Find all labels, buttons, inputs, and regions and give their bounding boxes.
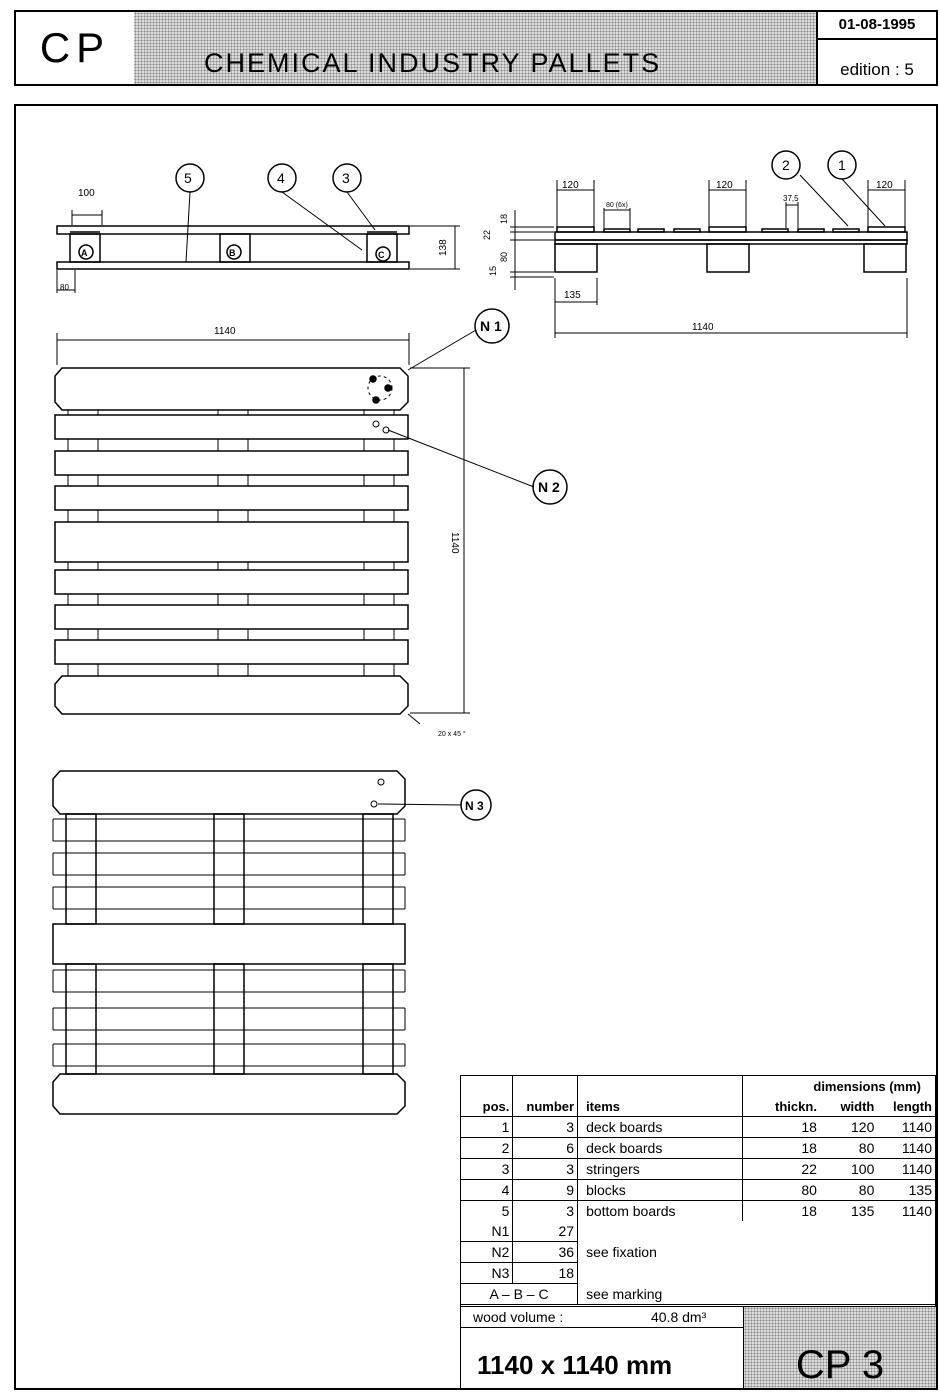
drawing-code-label: CP 3 (795, 1343, 885, 1387)
end-top-deck (555, 232, 907, 240)
table-row (461, 1242, 935, 1263)
callout-n1: N 1 (480, 318, 502, 334)
dimensions-header: dimensions (mm) (813, 1078, 921, 1094)
top-deck-board (55, 640, 408, 664)
dim-side-80: 80 (60, 283, 69, 292)
row-length: 1140 (877, 1138, 935, 1159)
wood-volume (460, 1306, 743, 1328)
row-length: 135 (877, 1180, 935, 1201)
row-pos: 4 (461, 1180, 513, 1201)
row-length: 1140 (877, 1201, 935, 1222)
row-item: deck boards (578, 1117, 743, 1138)
row-number: 3 (513, 1117, 578, 1138)
table-row (461, 1138, 935, 1159)
dim-end-37-5: 37,5 (783, 194, 799, 203)
table-row (461, 1284, 935, 1305)
top-deck-board (57, 226, 409, 234)
row-number: 27 (513, 1221, 578, 1242)
col-items: items (586, 1098, 621, 1114)
row-width: 120 (820, 1117, 877, 1138)
dim-top-length-1140: 1140 (449, 532, 460, 554)
row-item (578, 1263, 743, 1284)
col-number: number (513, 1096, 578, 1117)
row-item (578, 1221, 743, 1242)
row-width: 135 (820, 1201, 877, 1222)
dim-end-1140: 1140 (692, 322, 714, 333)
col-pos: pos. (461, 1096, 513, 1117)
end-block-right (864, 244, 906, 272)
row-thickness: 80 (742, 1180, 820, 1201)
end-block-left (555, 244, 597, 272)
block-label-a: A (81, 248, 88, 258)
callout-n2: N 2 (538, 479, 560, 495)
row-item: see fixation (586, 1244, 657, 1260)
callout-1: 1 (838, 157, 846, 173)
dim-end-18: 18 (499, 213, 509, 224)
date-label: 01-08-1995 (816, 12, 938, 40)
wood-volume-label: wood volume : (473, 1309, 564, 1325)
row-number: 36 (513, 1242, 578, 1263)
dim-side-138: 138 (438, 239, 449, 256)
callout-5: 5 (184, 170, 192, 186)
bottom-board (53, 924, 405, 964)
dim-end-135: 135 (564, 290, 581, 301)
page-title: CHEMICAL INDUSTRY PALLETS (204, 48, 662, 78)
row-thickness: 18 (742, 1201, 820, 1222)
pallet-size-label: 1140 x 1140 mm (477, 1350, 673, 1380)
top-deck-board (55, 605, 408, 629)
col-length: length (893, 1098, 932, 1114)
marking-pos: A – B – C (461, 1284, 578, 1305)
dim-end-120-right: 120 (876, 180, 893, 191)
row-item: stringers (578, 1159, 743, 1180)
table-row (461, 1263, 935, 1284)
parts-table (460, 1075, 936, 1308)
bottom-board-wide (53, 1074, 405, 1114)
table-row (461, 1201, 935, 1222)
bottom-board (57, 262, 409, 269)
stringer (66, 964, 96, 1074)
row-thickness: 22 (742, 1159, 820, 1180)
drawing-code (743, 1306, 937, 1388)
dim-side-100: 100 (78, 188, 95, 199)
stringer (214, 814, 244, 924)
callout-3: 3 (342, 170, 350, 186)
row-pos: 2 (461, 1138, 513, 1159)
row-number: 3 (513, 1201, 578, 1222)
row-pos: 1 (461, 1117, 513, 1138)
table-row (461, 1117, 935, 1138)
col-width: width (840, 1098, 875, 1114)
row-pos: N3 (461, 1263, 513, 1284)
pallet-size (460, 1327, 743, 1388)
top-view (55, 309, 567, 724)
row-width: 100 (820, 1159, 877, 1180)
row-thickness: 18 (742, 1138, 820, 1159)
edition-label: edition : 5 (840, 60, 914, 79)
end-block-mid (707, 244, 749, 272)
row-item: bottom boards (578, 1201, 743, 1222)
stringer (363, 964, 393, 1074)
block-label-c: C (378, 250, 385, 260)
dim-top-width-1140: 1140 (214, 326, 236, 337)
table-row (461, 1180, 935, 1201)
dim-end-120-mid: 120 (716, 180, 733, 191)
callout-2: 2 (782, 157, 790, 173)
row-width: 80 (820, 1138, 877, 1159)
bottom-view (53, 771, 491, 1114)
row-length: 1140 (877, 1159, 935, 1180)
row-width: 80 (820, 1180, 877, 1201)
callout-n3: N 3 (465, 799, 484, 813)
row-number: 6 (513, 1138, 578, 1159)
dim-end-80: 80 (499, 251, 509, 262)
row-number: 18 (513, 1263, 578, 1284)
row-length: 1140 (877, 1117, 935, 1138)
dim-end-15: 15 (488, 265, 498, 276)
stringer (66, 814, 96, 924)
block-label-b: B (229, 248, 236, 258)
side-view (57, 164, 460, 293)
row-number: 3 (513, 1159, 578, 1180)
top-deck-board-wide (55, 522, 408, 562)
bottom-board-wide (53, 771, 405, 814)
wood-volume-value: 40.8 dm³ (651, 1309, 707, 1325)
top-deck-board (55, 486, 408, 510)
dim-end-120-left: 120 (562, 180, 579, 191)
top-deck-board (55, 451, 408, 475)
dim-chamfer: 20 x 45 ° (438, 731, 466, 738)
stringer (214, 964, 244, 1074)
callout-4: 4 (277, 170, 285, 186)
top-deck-board-wide (55, 676, 408, 714)
col-thickness: thickn. (742, 1096, 820, 1117)
row-item: blocks (578, 1180, 743, 1201)
row-pos: N2 (461, 1242, 513, 1263)
row-item: deck boards (578, 1138, 743, 1159)
dim-end-80x6: 80 (6x) (606, 202, 628, 209)
row-pos: 3 (461, 1159, 513, 1180)
table-row (461, 1159, 935, 1180)
row-thickness: 18 (742, 1117, 820, 1138)
top-deck-board-wide (55, 368, 408, 410)
dim-end-22: 22 (482, 229, 492, 240)
stringer (363, 814, 393, 924)
row-pos: N1 (461, 1221, 513, 1242)
top-deck-board (55, 415, 408, 439)
top-deck-board (55, 570, 408, 594)
marking-item: see marking (578, 1284, 743, 1305)
row-pos: 5 (461, 1201, 513, 1222)
row-number: 9 (513, 1180, 578, 1201)
series-code: CP (16, 12, 136, 84)
table-row (461, 1221, 935, 1242)
